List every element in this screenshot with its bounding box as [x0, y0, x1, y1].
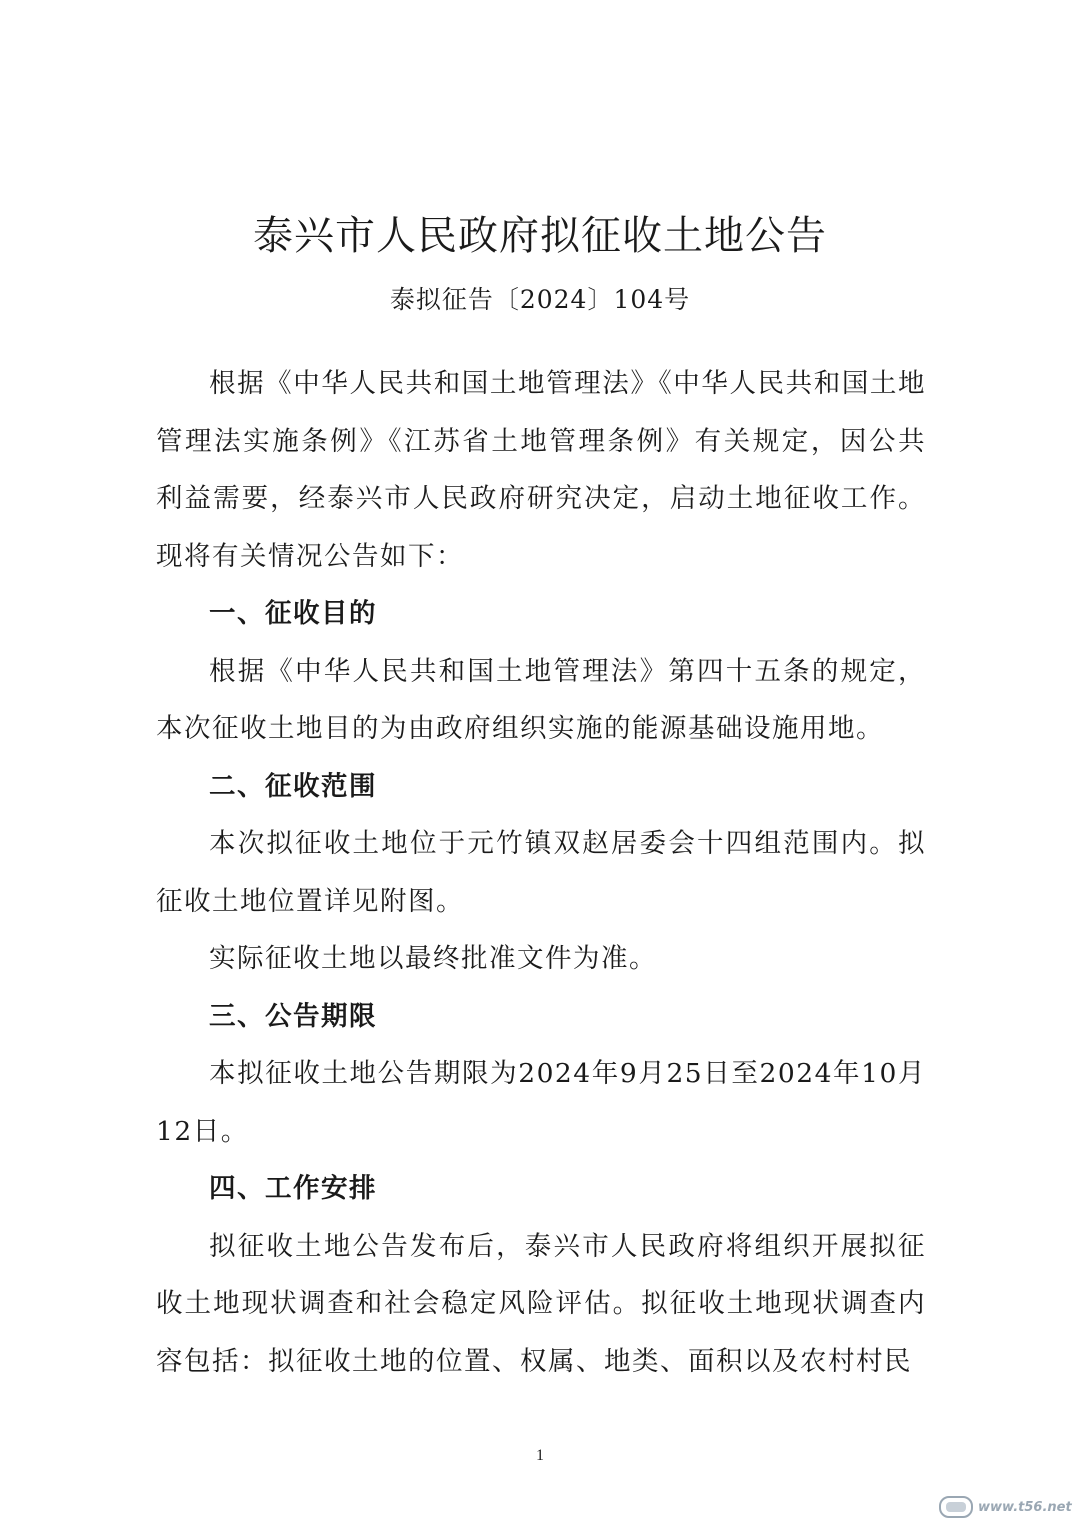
- intro-paragraph: 根据《中华人民共和国土地管理法》《中华人民共和国土地管理法实施条例》《江苏省土地管理条例》有关规定，因公共利益需要，经泰兴市人民政府研究决定，启动土地征收工作。现将有关情况公告如下：: [156, 368, 926, 572]
- section-paragraph: 拟征收土地公告发布后，泰兴市人民政府将组织开展拟征收土地现状调查和社会稳定风险评估。拟征收土地现状调查内容包括：拟征收土地的位置、权属、地类、面积以及农村村民: [156, 1230, 926, 1377]
- section-heading-arrangement: 四、工作安排: [209, 1173, 377, 1204]
- watermark-logo: [938, 1494, 1078, 1520]
- document-title: 泰兴市人民政府拟征收土地公告: [253, 213, 827, 259]
- section-paragraph: 本拟征收土地公告期限为2024年9月25日至2024年10月12日。: [156, 1058, 926, 1147]
- section-paragraph: 根据《中华人民共和国土地管理法》第四十五条的规定，本次征收土地目的为由政府组织实施的能源基础设施用地。: [156, 655, 926, 744]
- section-heading-scope: 二、征收范围: [209, 770, 377, 802]
- section-heading-period: 三、公告期限: [209, 1000, 377, 1032]
- document-number: 泰拟征告〔2024〕104号: [389, 285, 691, 314]
- page-number: 1: [536, 1447, 544, 1464]
- section-heading-purpose: 一、征收目的: [209, 598, 377, 629]
- document-body: [156, 355, 926, 1390]
- section-paragraph: 实际征收土地以最终批准文件为准。: [209, 943, 657, 974]
- section-paragraph: 本次拟征收土地位于元竹镇双赵居委会十四组范围内。拟征收土地位置详见附图。: [156, 828, 926, 917]
- watermark-site: www.t56.net: [978, 1500, 1072, 1515]
